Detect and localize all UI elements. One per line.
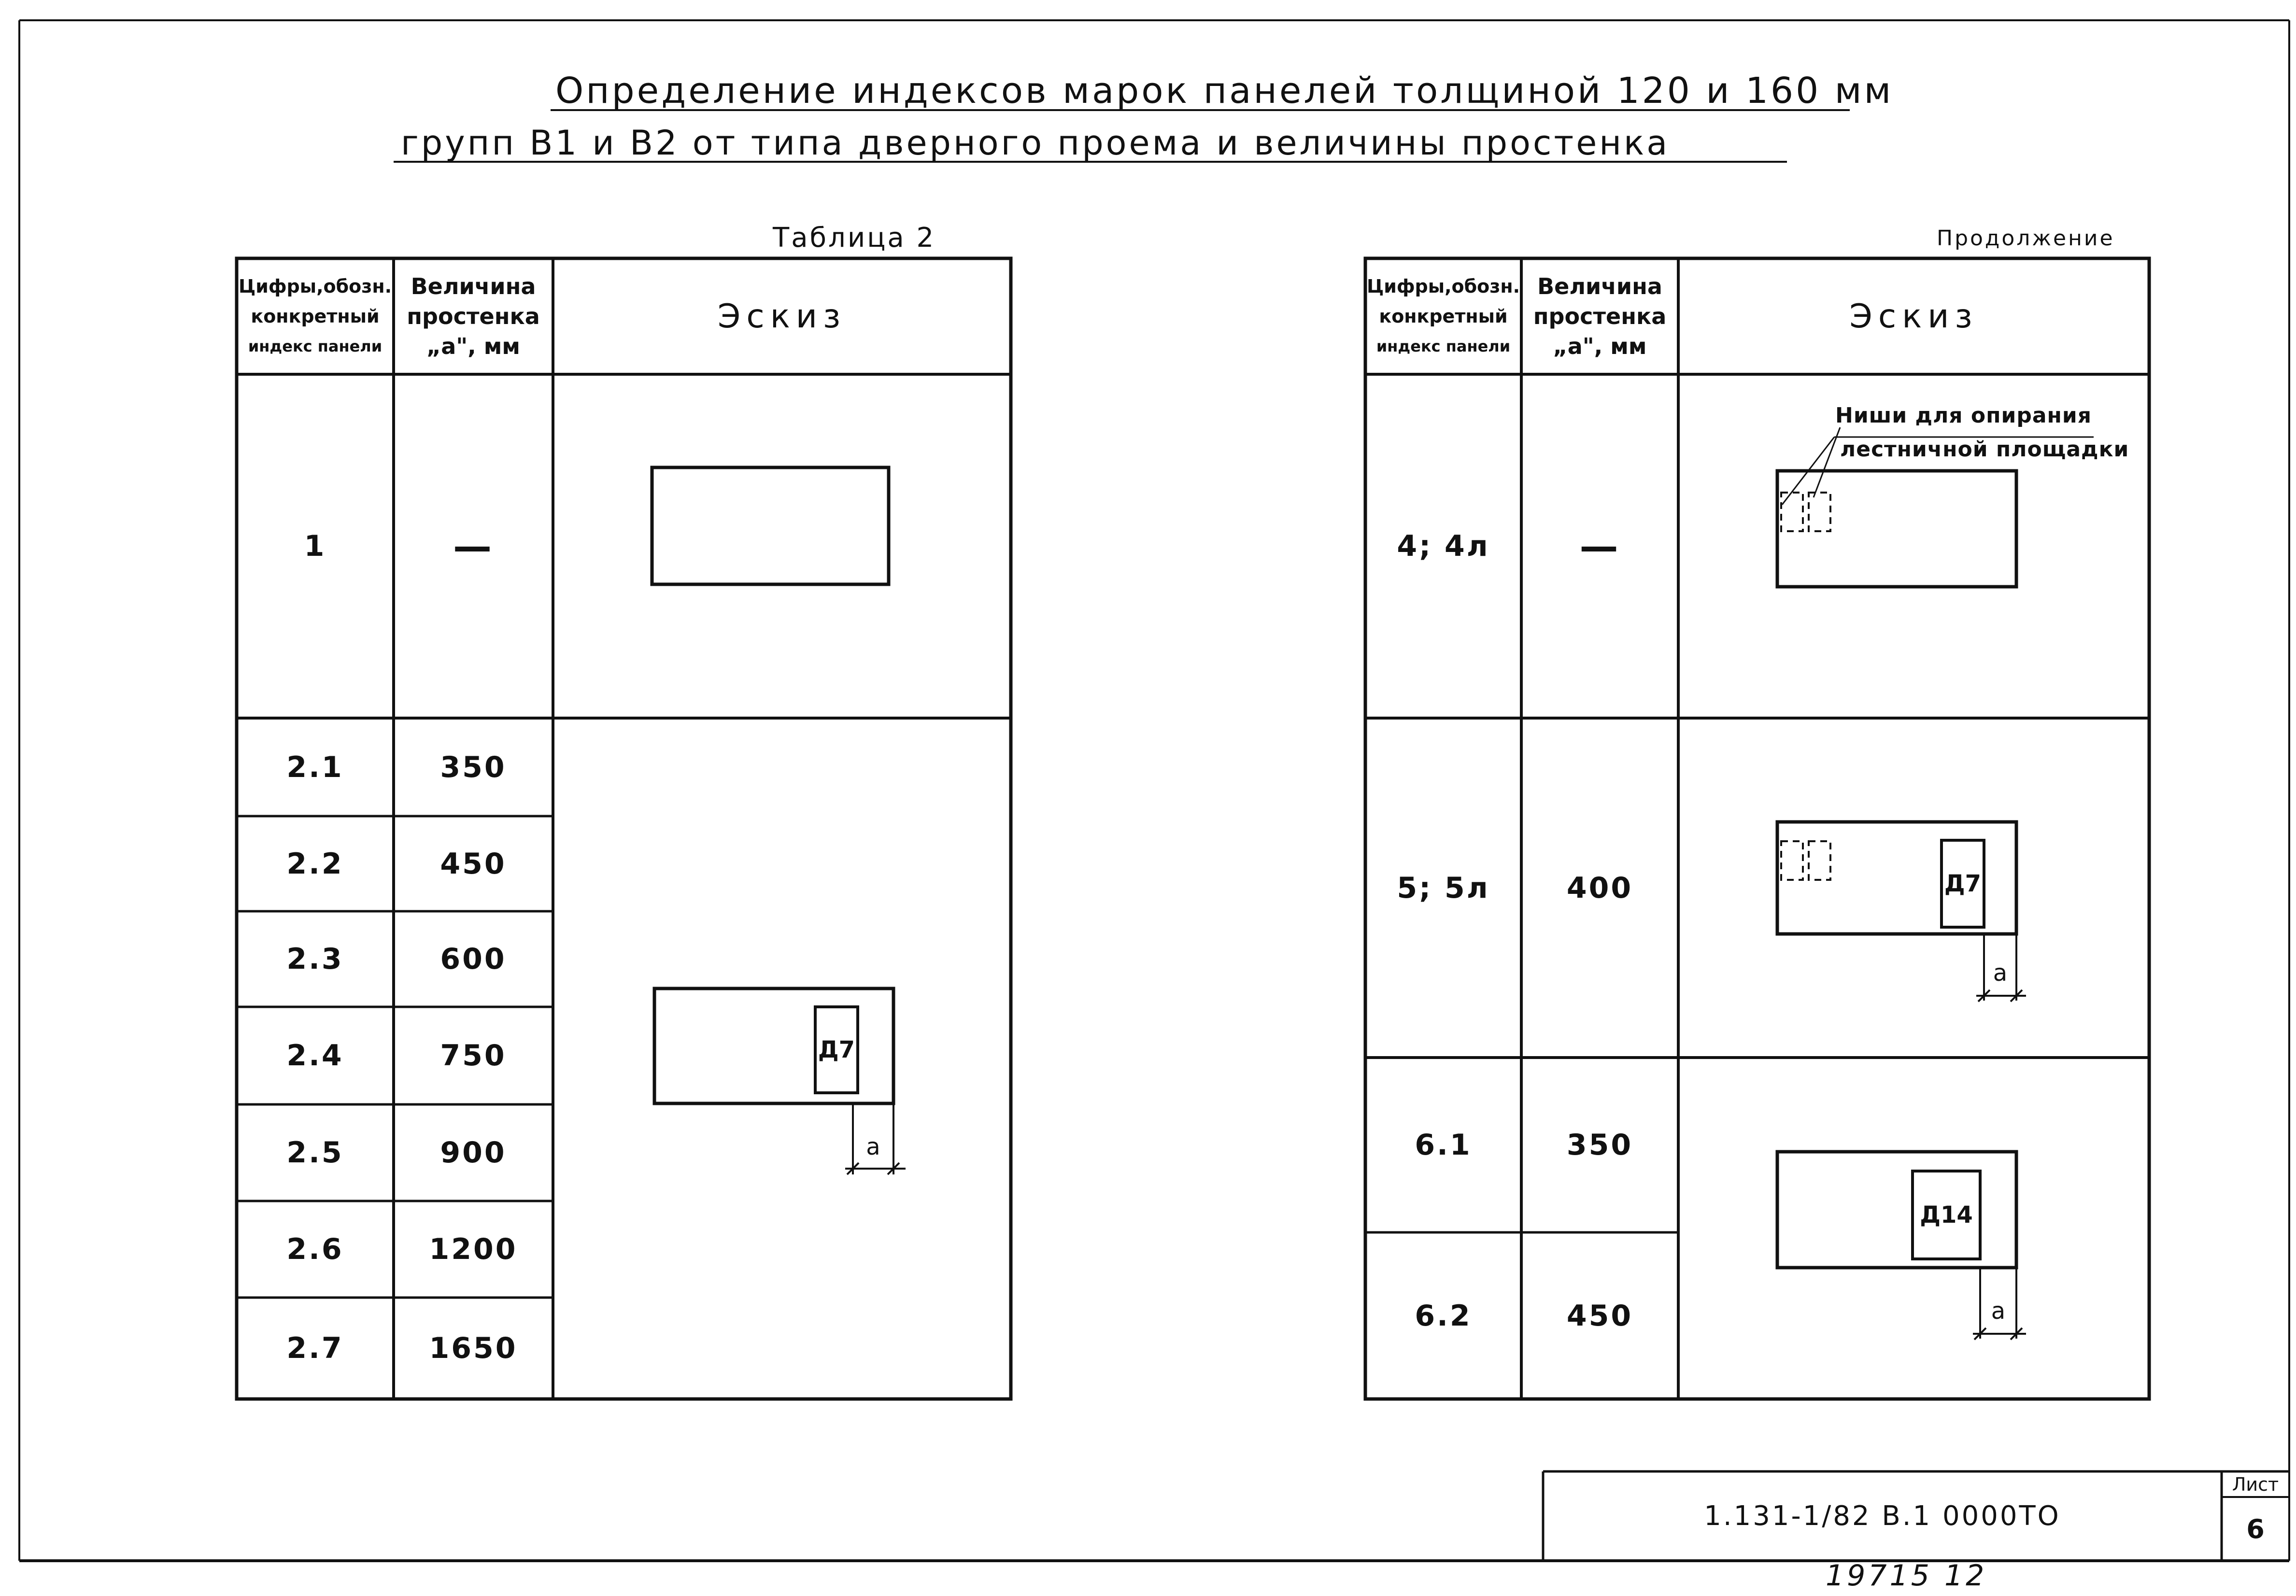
stamp-document-code: 1.131-1/82 В.1 0000ТО xyxy=(1704,1500,2061,1532)
page-title-line-1: Определение индексов марок панелей толщиной 120 и 160 мм xyxy=(555,70,1894,112)
left-header-index xyxy=(237,258,394,374)
right-row-1-value: — xyxy=(1579,523,1620,569)
right-door-label-6: Д14 xyxy=(1920,1201,1973,1229)
stamp-sheet-label: Лист xyxy=(2232,1473,2279,1495)
stamp-sheet-number: 6 xyxy=(2246,1513,2265,1544)
left-row-2-value: 350 xyxy=(440,750,507,784)
right-dimension-label-5: а xyxy=(1993,960,2008,987)
left-door-label: Д7 xyxy=(818,1036,855,1063)
left-row-3-value: 450 xyxy=(440,847,507,881)
left-dimension-label: а xyxy=(866,1133,880,1160)
page-title-line-2: групп В1 и В2 от типа дверного проема и величины простенка xyxy=(401,123,1670,163)
right-header-index xyxy=(1365,258,1521,374)
handwritten-note: 19715 12 xyxy=(1826,1559,1987,1593)
left-header-value-line3: „а", мм xyxy=(426,333,520,359)
right-header-sketch: Эскиз xyxy=(1849,297,1978,336)
left-row-6-index: 2.5 xyxy=(286,1136,344,1170)
right-row-4-value: 450 xyxy=(1566,1299,1633,1333)
right-header-value-line3: „а", мм xyxy=(1553,333,1647,359)
right-header-index-line3: индекс панели xyxy=(1376,337,1511,355)
right-header-value-line2: простенка xyxy=(1533,303,1667,329)
left-row-6-value: 900 xyxy=(440,1136,507,1170)
right-header-index-line2: конкретный xyxy=(1379,306,1508,327)
left-header-index-line1: Цифры,обозн. xyxy=(238,276,392,297)
right-row-4-index: 6.2 xyxy=(1415,1299,1472,1333)
left-row-8-value: 1650 xyxy=(429,1331,518,1365)
left-header-index-line2: конкретный xyxy=(251,306,380,327)
right-header-index-line1: Цифры,обозн. xyxy=(1366,276,1520,297)
left-sketch-panel-1 xyxy=(652,467,889,584)
right-row-2-value: 400 xyxy=(1566,871,1633,905)
left-row-8-index: 2.7 xyxy=(286,1331,344,1365)
left-header-value-line1: Величина xyxy=(411,273,536,299)
left-row-7-value: 1200 xyxy=(429,1232,518,1266)
left-row-2-index: 2.1 xyxy=(286,750,344,784)
left-row-7-index: 2.6 xyxy=(286,1232,344,1266)
right-table-caption: Продолжение xyxy=(1937,226,2115,251)
right-row-3-index: 6.1 xyxy=(1415,1128,1472,1162)
right-row-1-index: 4; 4л xyxy=(1397,529,1490,563)
left-row-1-index: 1 xyxy=(304,529,326,563)
right-door-label-5: Д7 xyxy=(1944,870,1982,897)
left-row-5-value: 750 xyxy=(440,1039,507,1073)
left-row-3-index: 2.2 xyxy=(286,847,344,881)
niche-annotation-line2: лестничной площадки xyxy=(1840,437,2129,462)
right-row-2-index: 5; 5л xyxy=(1397,871,1490,905)
left-header-sketch: Эскиз xyxy=(717,297,847,336)
right-row-3-value: 350 xyxy=(1566,1128,1633,1162)
right-dimension-label-6: а xyxy=(1991,1298,2006,1325)
left-header-value-line2: простенка xyxy=(407,303,540,329)
left-header-value xyxy=(394,258,553,374)
left-table-caption: Таблица 2 xyxy=(773,222,936,254)
right-header-value-line1: Величина xyxy=(1537,273,1662,299)
left-row-1-value: — xyxy=(453,523,494,569)
right-header-value xyxy=(1521,258,1678,374)
left-row-5-index: 2.4 xyxy=(286,1039,344,1073)
left-row-4-value: 600 xyxy=(440,942,507,976)
left-row-4-index: 2.3 xyxy=(286,942,344,976)
left-header-index-line3: индекс панели xyxy=(248,337,383,355)
niche-annotation-line1: Ниши для опирания xyxy=(1835,403,2092,428)
